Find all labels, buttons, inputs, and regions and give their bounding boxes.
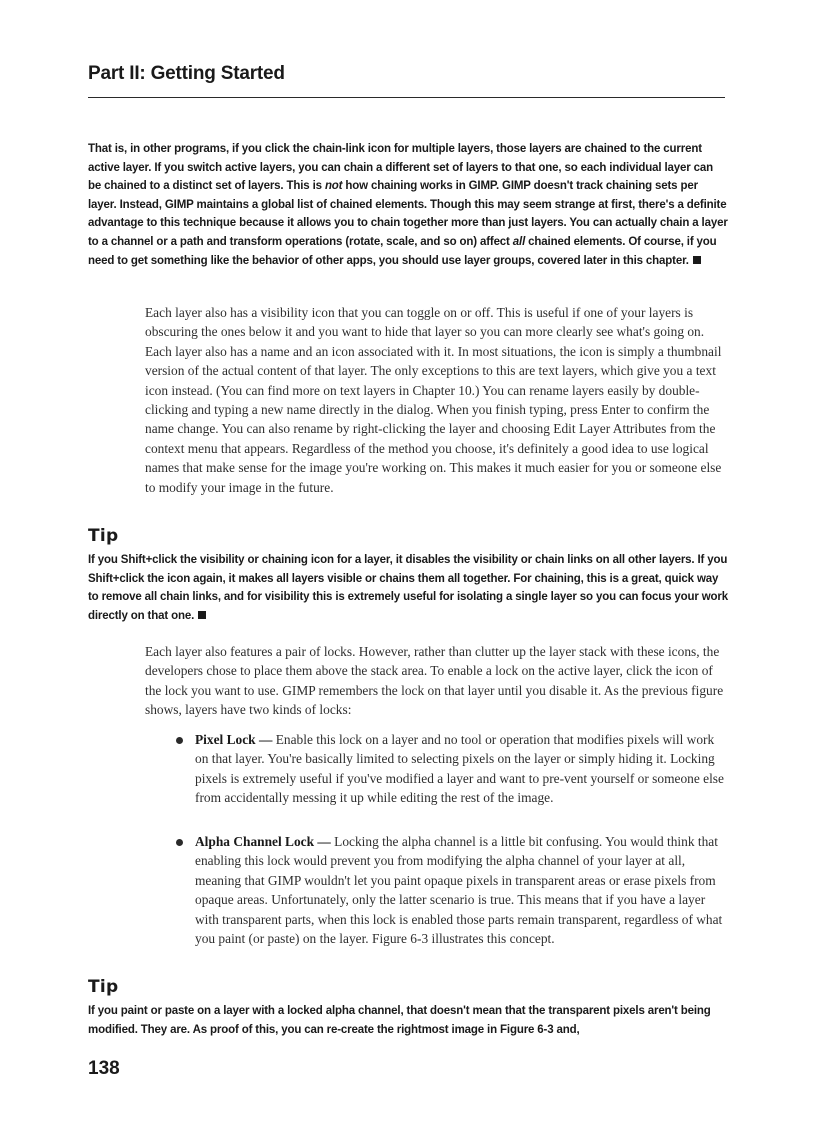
tip-paragraph-2: If you paint or paste on a layer with a locked alpha channel, that doesn't mean that the transparent pixels aren't being modified. They are. As proof of this, you can re-create the rightmost image in Figure 6-3 and,	[88, 1005, 711, 1036]
bullet-term: Alpha Channel Lock —	[195, 834, 331, 849]
note-text-2: how chaining works in GIMP. GIMP doesn't track chaining sets per layer. Instead, GIMP maintains a global list of chained elements. Though this may seem strange at first, there's a definite advantage to this technique because it allows you to chain together more than just layers. You can actually chain a layer to a channel or a path and transform operations (rotate, scale, and so on) affect	[88, 180, 728, 248]
header-rule	[88, 97, 725, 98]
bullet-icon	[176, 839, 183, 846]
tip-paragraph	[88, 551, 728, 625]
running-head: Part II: Getting Started	[88, 63, 285, 84]
bullet-text: Locking the alpha channel is a little bit confusing. You would think that enabling this lock would prevent you from modifying the alpha channel of your layer at all, meaning that GIMP wouldn't let you paint opaque pixels in transparent areas or erase pixels from opaque areas. Unfortunately, only the latter scenario is true. This means that if you have a layer with transparent parts, when this lock is enabled those parts remain transparent, regardless of what you paint (or paste) on the layer. Figure 6-3 illustrates this concept.	[195, 834, 723, 947]
note-emphasis-all: all	[512, 235, 526, 248]
end-mark-icon	[693, 256, 701, 264]
bullet-text: Enable this lock on a layer and no tool or operation that modifies pixels will work on that layer. You're basically limited to selecting pixels on the layer or simply hiding it. Locking pixels is extremely useful if you've modified a layer and want to pre-vent yourself or someone else from accidentally messing it up while editing the rest of the image.	[195, 732, 724, 806]
tip-text: If you Shift+click the visibility or chaining icon for a layer, it disables the visibility or chain links on all other layers. If you Shift+click the icon again, it makes all layers visible or chains them all together. For chaining, this is a great, quick way to remove all chain links, and for visibility this is extremely useful for isolating a single layer so you can focus your work directly on that one.	[88, 554, 728, 622]
end-mark-icon	[198, 611, 206, 619]
tip-heading: Tip	[88, 526, 119, 546]
tip-heading-2: Tip	[88, 977, 119, 997]
note-text-1: That is, in other programs, if you click the chain-link icon for multiple layers, those layers are chained to the current active layer. If you switch active layers, you can chain a different set of layers to that one, so each individual layer can be chained to a distinct set of layers. This is	[88, 143, 714, 193]
bullet-alpha-channel-lock	[195, 832, 730, 948]
note-emphasis-not: not	[324, 180, 343, 193]
note-text-3: chained elements. Of course, if you need to get something like the behavior of other apps, you should use layer groups, covered later in this chapter.	[88, 235, 717, 267]
page-number: 138	[88, 1058, 120, 1079]
bullet-term: Pixel Lock —	[195, 732, 273, 747]
body-paragraph-locks: Each layer also features a pair of locks. However, rather than clutter up the layer stack with these icons, the developers chose to place them above the stack area. To enable a lock on the active layer, click the icon of the lock you want to use. GIMP remembers the lock on that layer until you disable it. As the previous figure shows, layers have two kinds of locks:	[145, 644, 724, 718]
note-paragraph	[88, 140, 728, 270]
bullet-icon	[176, 737, 183, 744]
body-paragraph-visibility: Each layer also has a visibility icon that you can toggle on or off. This is useful if one of your layers is obscuring the ones below it and you want to hide that layer so you can more clearly see what's going on. Each layer also has a name and an icon associated with it. In most situations, the icon is simply a thumbnail version of the actual content of that layer. The only exceptions to this are text layers, which give you a text icon instead. (You can find more on text layers in Chapter 10.) You can rename layers easily by double-clicking and typing a new name directly in the dialog. When you finish typing, press Enter to confirm the name change. You can also rename by right-clicking the layer and choosing Edit Layer Attributes from the context menu that appears. Regardless of the method you choose, it's definitely a good idea to use logical names that make sense for the image you're working on. This makes it much easier for you or someone else to modify your image in the future.	[145, 305, 722, 495]
bullet-pixel-lock	[195, 730, 730, 808]
